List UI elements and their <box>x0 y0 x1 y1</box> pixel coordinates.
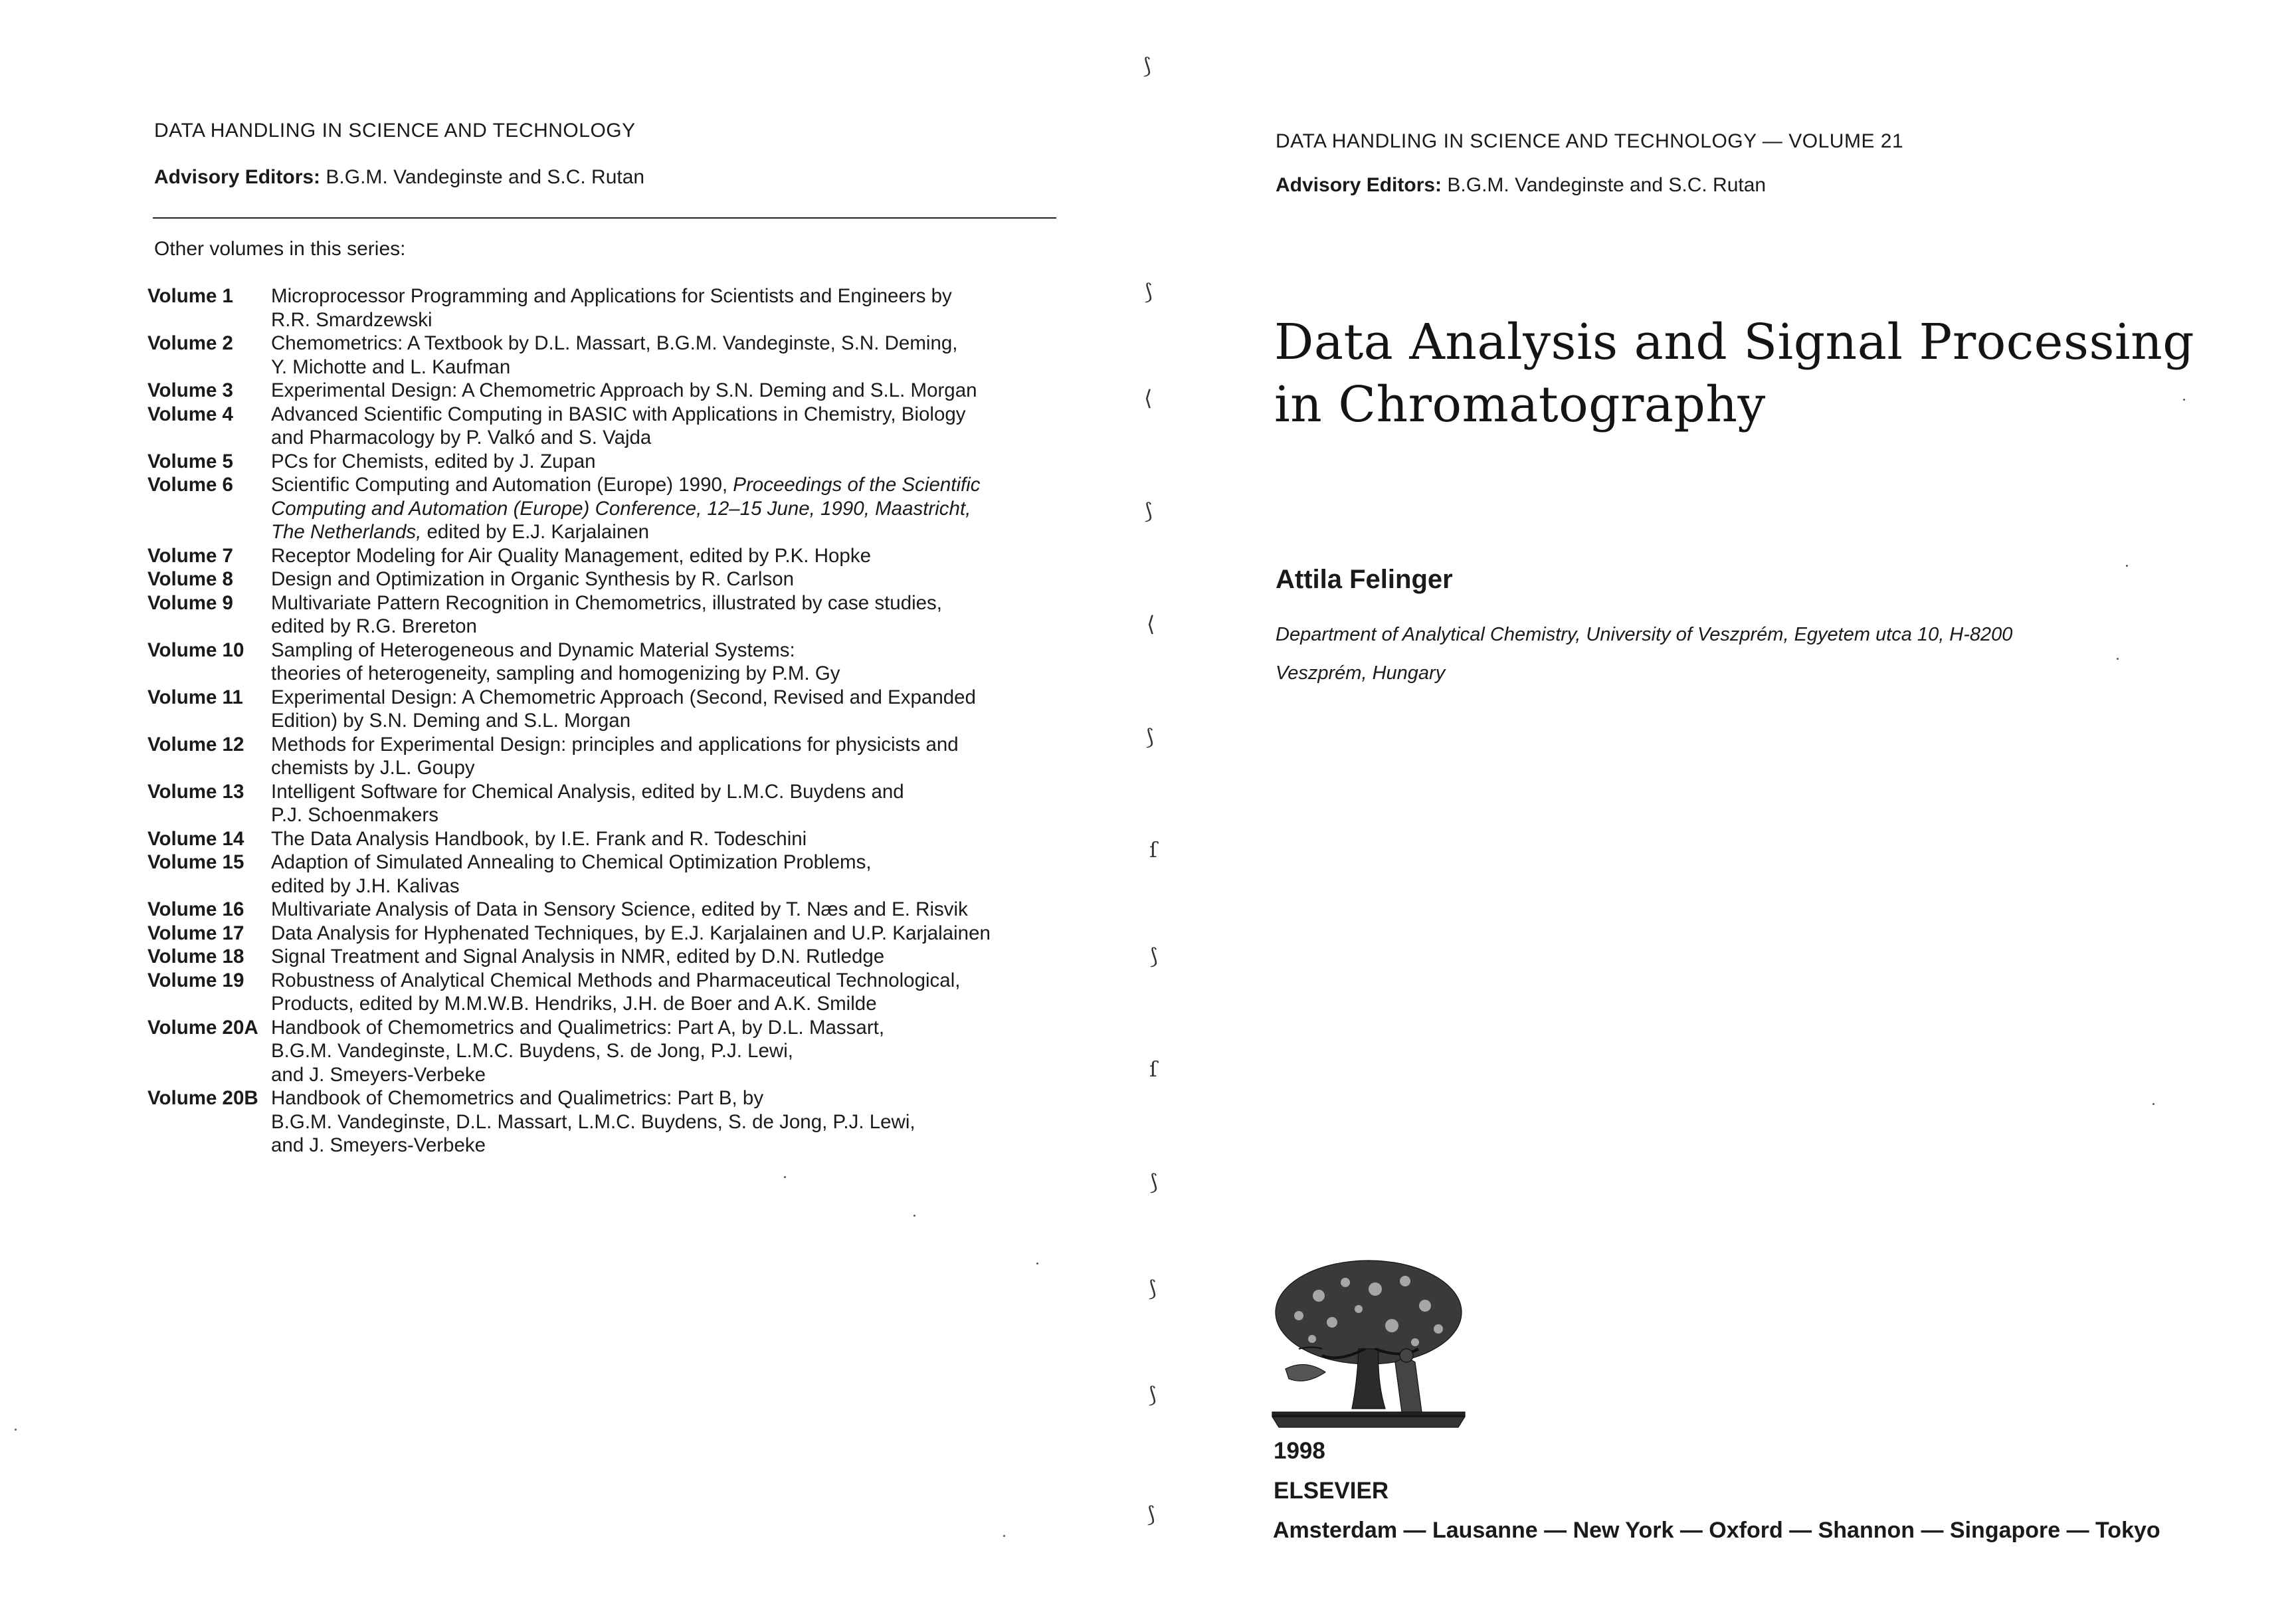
binding-mark: ⟆ <box>1148 1382 1157 1407</box>
volume-number: Volume 12 <box>147 733 244 756</box>
binding-mark: ⟨ <box>1147 611 1155 637</box>
volume-description-line: Data Analysis for Hyphenated Techniques, by E.J. Karjalainen and U.P. Karjalainen <box>271 922 991 944</box>
volume-description <box>271 450 1091 474</box>
author-name: Attila Felinger <box>1276 565 1453 594</box>
volume-entry <box>147 332 1091 379</box>
volume-entry <box>147 686 1091 733</box>
affiliation-line-2: Veszprém, Hungary <box>1276 662 1446 684</box>
volume-description-line: Y. Michotte and L. Kaufman <box>271 355 511 378</box>
volume-entry <box>147 969 1091 1016</box>
volume-description-line: Experimental Design: A Chemometric Approach by S.N. Deming and S.L. Morgan <box>271 379 977 401</box>
volume-description-line: R.R. Smardzewski <box>271 308 432 331</box>
advisory-editors-names: B.G.M. Vandeginste and S.C. Rutan <box>1447 174 1767 196</box>
scan-speck <box>1003 1535 1005 1537</box>
volume-description-line: Intelligent Software for Chemical Analysis, edited by L.M.C. Buydens and <box>271 780 904 803</box>
binding-mark: ⟆ <box>1143 53 1151 78</box>
volume-description-italic: The Netherlands, <box>271 521 422 543</box>
volume-number: Volume 17 <box>147 922 244 944</box>
volume-description-line: Design and Optimization in Organic Synthesis by R. Carlson <box>271 568 795 590</box>
volume-description-line: B.G.M. Vandeginste, D.L. Massart, L.M.C. Buydens, S. de Jong, P.J. Lewi, <box>271 1110 915 1133</box>
volume-entry <box>147 473 1091 544</box>
volume-number: Volume 19 <box>147 969 244 991</box>
volume-entry <box>147 827 1091 851</box>
volume-description-line: Robustness of Analytical Chemical Methods and Pharmaceutical Technological, <box>271 969 961 991</box>
binding-mark: ⟆ <box>1149 1169 1158 1195</box>
volume-number: Volume 4 <box>147 403 233 425</box>
scan-speck <box>2117 658 2119 660</box>
volume-number: Volume 14 <box>147 827 244 850</box>
volume-description-line: Products, edited by M.M.W.B. Hendriks, J.H. de Boer and A.K. Smilde <box>271 993 877 1015</box>
volume-description-line: chemists by J.L. Goupy <box>271 757 475 779</box>
volume-description <box>271 922 1091 946</box>
volume-entry <box>147 591 1091 639</box>
volume-number: Volume 1 <box>147 285 233 307</box>
volume-entry <box>147 733 1091 780</box>
volume-description-line: P.J. Schoenmakers <box>271 804 438 826</box>
volume-entry <box>147 284 1091 332</box>
volume-number: Volume 5 <box>147 450 233 472</box>
volume-description-line: Signal Treatment and Signal Analysis in NMR, edited by D.N. Rutledge <box>271 946 885 967</box>
binding-mark: ſ <box>1149 837 1157 862</box>
volume-description-line: and J. Smeyers-Verbeke <box>271 1063 486 1086</box>
volume-description-line: Handbook of Chemometrics and Qualimetrics: Part B, by <box>271 1087 764 1109</box>
volume-number: Volume 11 <box>147 686 243 708</box>
volume-entry <box>147 450 1091 474</box>
volume-entry <box>147 544 1091 568</box>
advisory-editors-names: B.G.M. Vandeginste and S.C. Rutan <box>326 166 645 188</box>
scan-speck <box>784 1176 786 1178</box>
volume-description-line: Experimental Design: A Chemometric Approach (Second, Revised and Expanded <box>271 686 976 708</box>
volume-description <box>271 851 1091 898</box>
volume-number: Volume 16 <box>147 898 244 920</box>
volume-number: Volume 20A <box>147 1016 258 1039</box>
volume-description-line: and Pharmacology by P. Valkó and S. Vajda <box>271 427 652 449</box>
binding-mark: ⟨ <box>1144 385 1153 411</box>
elsevier-tree-logo-icon <box>1259 1249 1478 1443</box>
volume-description-line: and J. Smeyers-Verbeke <box>271 1134 486 1156</box>
book-title-line-2: in Chromatography <box>1274 376 1766 433</box>
advisory-editors-label: Advisory Editors: <box>154 166 321 188</box>
volume-number: Volume 20B <box>147 1087 258 1109</box>
volume-entry <box>147 639 1091 686</box>
publisher-name: ELSEVIER <box>1274 1478 1389 1504</box>
volume-description <box>271 1016 1091 1087</box>
volume-description-line: Sampling of Heterogeneous and Dynamic Material Systems: <box>271 639 795 661</box>
volume-description <box>271 780 1091 827</box>
volume-description <box>271 332 1091 379</box>
scan-speck <box>913 1215 915 1217</box>
publisher-cities: Amsterdam — Lausanne — New York — Oxford — Shannon — Singapore — Tokyo <box>1273 1518 2160 1543</box>
volume-description <box>271 403 1091 450</box>
volume-entry <box>147 945 1091 969</box>
series-title: DATA HANDLING IN SCIENCE AND TECHNOLOGY <box>154 120 636 142</box>
publication-year: 1998 <box>1274 1438 1325 1464</box>
volume-description <box>271 733 1091 780</box>
volume-entry <box>147 922 1091 946</box>
binding-mark: ⟆ <box>1148 1276 1157 1301</box>
right-page <box>1169 0 2296 1616</box>
volume-description <box>271 591 1091 639</box>
volume-description <box>271 473 1091 544</box>
scan-speck <box>1036 1262 1038 1264</box>
volume-list <box>147 284 1091 1158</box>
volume-number: Volume 6 <box>147 474 233 496</box>
volume-description <box>271 945 1091 969</box>
volume-description-italic: Proceedings of the Scientific <box>733 474 981 496</box>
volume-description-line: Microprocessor Programming and Applications for Scientists and Engineers by <box>271 285 952 307</box>
advisory-editors-label: Advisory Editors: <box>1276 174 1442 196</box>
other-volumes-label: Other volumes in this series: <box>154 238 406 260</box>
volume-number: Volume 18 <box>147 946 244 967</box>
author-affiliation <box>1276 615 2012 692</box>
volume-description <box>271 379 1091 403</box>
scan-speck <box>2152 1103 2154 1105</box>
volume-number: Volume 7 <box>147 544 233 567</box>
binding-mark: ſ <box>1149 1057 1157 1082</box>
volume-entry <box>147 403 1091 450</box>
binding-mark: ⟆ <box>1149 944 1158 969</box>
volume-description <box>271 827 1091 851</box>
book-title <box>1274 311 2194 436</box>
volume-description <box>271 639 1091 686</box>
advisory-editors <box>1276 174 1766 197</box>
volume-number: Volume 8 <box>147 568 233 590</box>
divider <box>153 217 1056 219</box>
volume-entry <box>147 780 1091 827</box>
binding-gutter <box>1129 0 1169 1616</box>
volume-description-line: Receptor Modeling for Air Quality Management, edited by P.K. Hopke <box>271 544 871 567</box>
volume-entry <box>147 567 1091 591</box>
volume-description-line: Adaption of Simulated Annealing to Chemical Optimization Problems, <box>271 851 872 873</box>
volume-description-line: Advanced Scientific Computing in BASIC with Applications in Chemistry, Biology <box>271 403 966 425</box>
volume-entry <box>147 379 1091 403</box>
binding-mark: ⟆ <box>1145 724 1154 750</box>
volume-description <box>271 686 1091 733</box>
volume-description-line: edited by R.G. Brereton <box>271 615 477 637</box>
scan-speck <box>15 1429 17 1431</box>
volume-description-line: Edition) by S.N. Deming and S.L. Morgan <box>271 710 631 732</box>
volume-entry <box>147 1016 1091 1087</box>
binding-mark: ⟆ <box>1147 1502 1155 1527</box>
volume-description-line: Multivariate Pattern Recognition in Chemometrics, illustrated by case studies, <box>271 591 943 614</box>
volume-description-line: Scientific Computing and Automation (Europe) 1990, Proceedings of the Scientific <box>271 474 981 496</box>
binding-mark: ⟆ <box>1144 279 1153 304</box>
volume-entry <box>147 1086 1091 1158</box>
volume-description-line: Handbook of Chemometrics and Qualimetrics: Part A, by D.L. Massart, <box>271 1016 885 1039</box>
volume-description-line: PCs for Chemists, edited by J. Zupan <box>271 450 596 472</box>
volume-description <box>271 898 1091 922</box>
volume-number: Volume 15 <box>147 851 244 873</box>
volume-number: Volume 2 <box>147 332 233 354</box>
volume-entry <box>147 898 1091 922</box>
volume-description-line: Multivariate Analysis of Data in Sensory Science, edited by T. Næs and E. Risvik <box>271 898 968 920</box>
volume-number: Volume 13 <box>147 780 244 803</box>
volume-description <box>271 544 1091 568</box>
volume-number: Volume 3 <box>147 379 233 401</box>
volume-description <box>271 567 1091 591</box>
affiliation-line-1: Department of Analytical Chemistry, University of Veszprém, Egyetem utca 10, H-8200 <box>1276 624 2013 645</box>
scan-speck <box>2183 399 2185 401</box>
volume-description-line: Computing and Automation (Europe) Conference, 12–15 June, 1990, Maastricht, <box>271 497 971 520</box>
volume-description <box>271 969 1091 1016</box>
volume-description-line: edited by J.H. Kalivas <box>271 874 460 897</box>
volume-entry <box>147 851 1091 898</box>
volume-description <box>271 284 1091 332</box>
volume-description-line: The Data Analysis Handbook, by I.E. Frank and R. Todeschini <box>271 827 807 850</box>
volume-description-line: Methods for Experimental Design: principles and applications for physicists and <box>271 733 959 756</box>
advisory-editors <box>154 166 644 189</box>
book-title-line-1: Data Analysis and Signal Processing <box>1274 314 2195 371</box>
volume-description-line: The Netherlands, edited by E.J. Karjalainen <box>271 521 650 543</box>
volume-description-line: Chemometrics: A Textbook by D.L. Massart, B.G.M. Vandeginste, S.N. Deming, <box>271 332 958 354</box>
volume-description <box>271 1086 1091 1158</box>
scan-speck <box>2126 565 2128 567</box>
binding-mark: ⟆ <box>1144 498 1153 524</box>
volume-description-line: B.G.M. Vandeginste, L.M.C. Buydens, S. de Jong, P.J. Lewi, <box>271 1040 793 1062</box>
series-title-volume: DATA HANDLING IN SCIENCE AND TECHNOLOGY — VOLUME 21 <box>1276 130 1904 152</box>
volume-number: Volume 9 <box>147 591 233 614</box>
volume-number: Volume 10 <box>147 639 244 661</box>
volume-description-line: theories of heterogeneity, sampling and homogenizing by P.M. Gy <box>271 662 840 684</box>
left-page <box>0 0 1129 1616</box>
